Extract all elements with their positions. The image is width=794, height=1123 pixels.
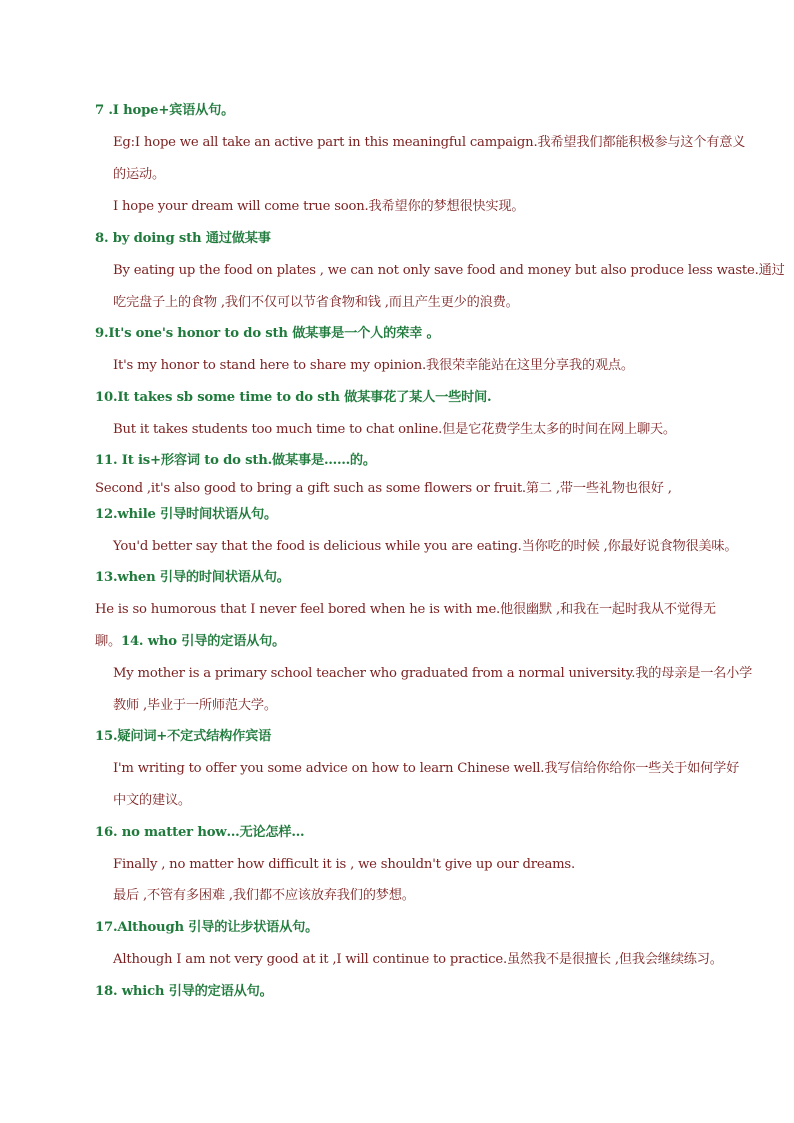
example-14-line-1: My mother is a primary school teacher who graduated from a normal university.我的母亲是一名小学 (113, 666, 753, 681)
example-10-line-1: But it takes students too much time to chat online.但是它花费学生太多的时间在网上聊天。 (113, 422, 676, 437)
example-8-line-1: By eating up the food on plates , we can not only save food and money but also produce less waste.通过 (113, 263, 785, 278)
example-14-line-2: 教师 ,毕业于一所师范大学。 (113, 698, 277, 713)
heading-9: 9.It's one's honor to do sth 做某事是一个人的荣幸 。 (95, 326, 440, 341)
example-15-line-2: 中文的建议。 (113, 793, 191, 808)
example-7-line-3: I hope your dream will come true soon.我希望你的梦想很快实现。 (113, 199, 525, 214)
example-15-line-1: I'm writing to offer you some advice on how to learn Chinese well.我写信给你给你一些关于如何学好 (113, 761, 740, 776)
heading-12: 12.while 引导时间状语从句。 (95, 507, 277, 522)
example-16-line-2: 最后 ,不管有多困难 ,我们都不应该放弃我们的梦想。 (113, 888, 415, 903)
example-7-line-1: Eg:I hope we all take an active part in this meaningful campaign.我希望我们都能积极参与这个有意义 (113, 135, 746, 150)
example-13-line-2: 聊。 (95, 634, 121, 649)
example-13-line-1: He is so humorous that I never feel bored when he is with me.他很幽默 ,和我在一起时我从不觉得无 (95, 602, 716, 617)
example-9-line-1: It's my honor to stand here to share my opinion.我很荣幸能站在这里分享我的观点。 (113, 358, 634, 373)
example-11-line-1: Second ,it's also good to bring a gift such as some flowers or fruit.第二 ,带一些礼物也很好 , (95, 481, 672, 496)
heading-17: 17.Although 引导的让步状语从句。 (95, 920, 319, 935)
example-7-line-2: 的运动。 (113, 167, 165, 182)
mixed-line-13-14 (95, 633, 285, 651)
example-17-line-1: Although I am not very good at it ,I will continue to practice.虽然我不是很擅长 ,但我会继续练习。 (113, 952, 723, 967)
heading-15: 15.疑问词+不定式结构作宾语 (95, 729, 272, 744)
heading-7: 7 .I hope+宾语从句。 (95, 103, 235, 118)
heading-8: 8. by doing sth 通过做某事 (95, 231, 271, 246)
example-12-line-1: You'd better say that the food is delicious while you are eating.当你吃的时候 ,你最好说食物很美味。 (113, 539, 738, 554)
heading-18: 18. which 引导的定语从句。 (95, 984, 273, 999)
example-16-line-1: Finally , no matter how difficult it is , we shouldn't give up our dreams. (113, 857, 575, 872)
heading-16: 16. no matter how…无论怎样… (95, 825, 305, 840)
heading-13: 13.when 引导的时间状语从句。 (95, 570, 290, 585)
example-8-line-2: 吃完盘子上的食物 ,我们不仅可以节省食物和钱 ,而且产生更少的浪费。 (113, 295, 519, 310)
heading-10: 10.It takes sb some time to do sth 做某事花了某人一些时间. (95, 390, 492, 405)
heading-14: 14. who 引导的定语从句。 (120, 634, 286, 649)
heading-11: 11. It is+形容词 to do sth.做某事是……的。 (95, 453, 376, 468)
